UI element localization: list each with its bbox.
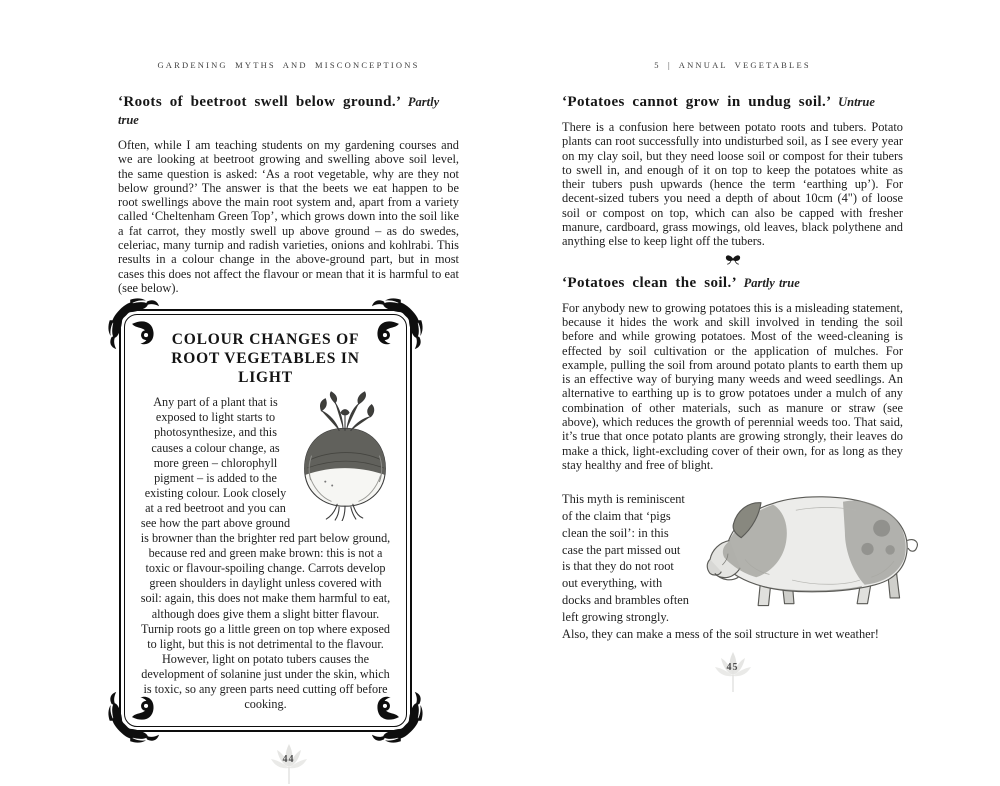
clean-soil-heading (562, 274, 903, 292)
beetroot-illustration (295, 391, 395, 521)
undug-soil-paragraph: There is a confusion here between potato roots and tubers. Potato plants can root successfully into undisturbed soil, as I see every year on my clay soil, but they need loose soil or compost for their tubers to swell in, and enough of it on top to keep the potatoes white as their tubers push upwards (hence the term ‘earthing up’). For decent-sized tubers you need a depth of about 10cm (4") of loose soil or compost on top, which can also be capped with fresher manure, cardboard, grass mowings, old leaves, black polythene and anything else to keep light off the tubers. (562, 120, 903, 249)
undug-soil-verdict: Untrue (838, 95, 875, 109)
box-title: COLOUR CHANGES OF ROOT VEGETABLES IN LIGHT (171, 331, 360, 387)
clean-soil-paragraph: For anybody new to growing potatoes this is a misleading statement, because it hides the work and skill involved in tending the soil before and while growing potatoes. Most of the weed-cleaning is effected by soil cultivation or the application of mulches. For example, pulling the soil from around potato plants to earth them up is an effective way of burying many weeds and weed seedlings. An alternative to earthing up is to grow potatoes under a mulch of any combination of other materials, such as manure or straw (see above), which reduces the growth of perennial weeds too. That said, it’s true that once potato plants are growing strongly, their leaves do make a thick, light-excluding cover of their own, for as long as they stay healthy and free of blight. (562, 300, 903, 472)
section-divider-ornament-icon (725, 254, 741, 265)
left-running-head: GARDENING MYTHS AND MISCONCEPTIONS (157, 60, 420, 70)
right-running-head: 5 | ANNUAL VEGETABLES (654, 60, 811, 70)
corner-flourish-icon (106, 296, 160, 350)
beetroot-section-heading (118, 93, 459, 129)
box-paragraph-text: Any part of a plant that is exposed to light starts to photosynthesize, and this causes a colour change, as more green – chlorophyll pigment – is added to the existing colour. Look closely at a red beetroot and you can see how the part above ground is browner than the brighter red part below ground, because red and green make brown: this is not a toxic or flavour-spoiling change. Carrots develop green shoulders in daylight unless covered with soil: again, this does not make them harmful to eat, although does give them a slight bitter flavour. Turnip roots go a little green on top where exposed to light, but this is not detrimental to the flavour. However, light on potato tubers causes the development of solanine just under the skin, which is toxic, so any green parts need cutting off before cooking. (140, 395, 391, 712)
beetroot-myth-verdict: Partly true (118, 95, 440, 127)
undug-soil-heading (562, 93, 903, 111)
undug-soil-quote: ‘Potatoes cannot grow in undug soil.’ (562, 94, 831, 110)
clean-soil-verdict: Partly true (743, 275, 800, 290)
pig-paragraph (562, 491, 903, 642)
box-paragraph (140, 395, 391, 712)
right-page (562, 60, 903, 694)
corner-flourish-icon (106, 691, 160, 745)
colour-changes-box-inner (124, 314, 407, 727)
left-page (118, 60, 459, 786)
section-divider (562, 254, 903, 268)
pig-paragraph-text: This myth is reminiscent of the claim that ‘pigs clean the soil’: in this case the part missed out is that they do not root out everything, with docks and brambles often left growing strongly. Also, they can make a mess of the soil structure in wet weather! (562, 492, 879, 641)
beetroot-section-paragraph: Often, while I am teaching students on my gardening courses and we are looking at beetroot growing and swelling above soil level, the same question is asked: ‘As a root vegetable, why are they not below ground?’ The answer is that the beets we eat happen to be root swellings above the main root system and, apart from a variety called ‘Cheltenham Green Top’, which grows down into the soil like a fat carrot, they mostly swell up above ground – as do swedes, celeriac, many turnip and radish varieties, onions and kohlrabi. This results in a colour change in the above-ground part, but in most cases this does not affect the flavour or mean that it is harmful to eat (see below). (118, 138, 459, 295)
right-page-number: 45 (726, 662, 739, 674)
beetroot-myth-quote: ‘Roots of beetroot swell below ground.’ (118, 94, 401, 110)
pig-illustration (699, 482, 921, 614)
colour-changes-box (119, 309, 412, 732)
left-pagenum-block (118, 740, 459, 786)
right-pagenum-block (562, 648, 903, 694)
clean-soil-quote: ‘Potatoes clean the soil.’ (562, 274, 736, 291)
corner-flourish-icon (371, 691, 425, 745)
corner-flourish-icon (371, 296, 425, 350)
left-page-number: 44 (282, 754, 295, 766)
